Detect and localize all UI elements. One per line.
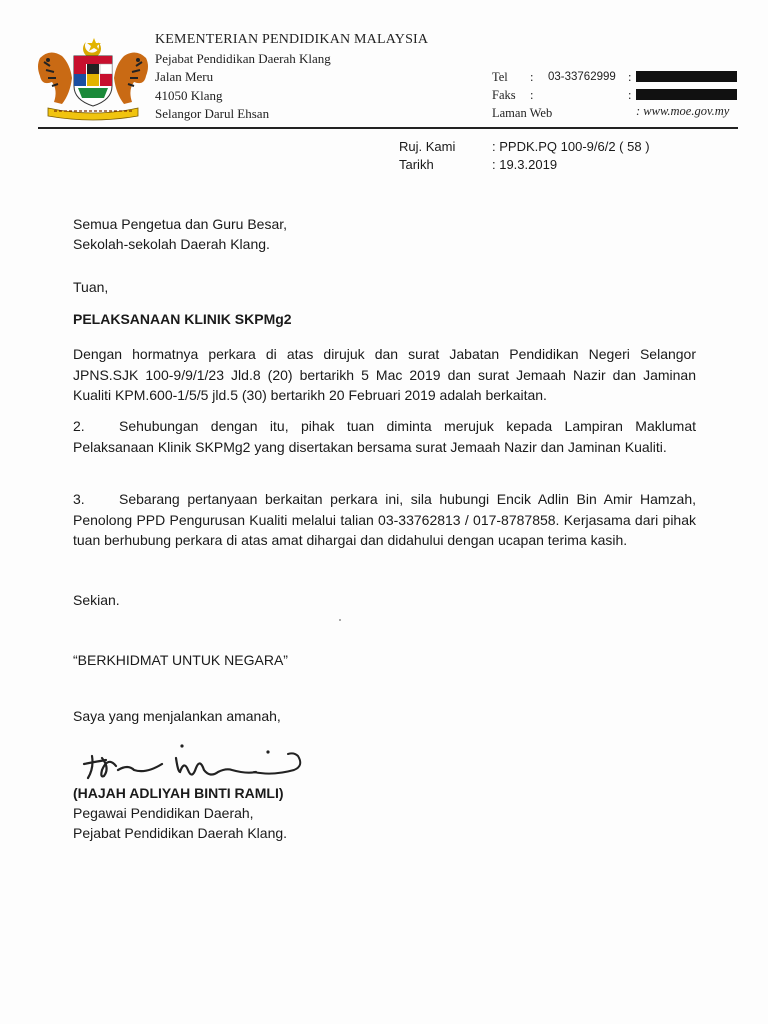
ruj-label: Ruj. Kami [399,139,456,154]
fax-label: Faks [492,88,516,102]
signatory-name: (HAJAH ADLIYAH BINTI RAMLI) [73,785,284,801]
letterhead-address [155,31,428,124]
office-name: Pejabat Pendidikan Daerah Klang [155,50,331,66]
fax-separator-2: : [628,88,632,102]
paragraph-1: Dengan hormatnya perkara di atas dirujuk dan surat Jabatan Pendidikan Negeri Selangor JPNS.SJK 100-9/9/1/23 Jld.8 (20) bertarikh 5 Mac 2019 dan surat Jemaah Nazir dan Jaminan Kualiti KPM.600-1/5/5 jld.5 (30) bertarikh 20 Februari 2019 adalah berkaitan. [73,346,696,403]
recipient [73,214,287,254]
redaction-bar [636,89,737,100]
signatory-office: Pejabat Pendidikan Daerah Klang. [73,825,288,841]
paragraph-2-text: Sehubungan dengan itu, pihak tuan diminta merujuk kepada Lampiran Maklumat Pelaksanaan Klinik SKPMg2 yang disertakan bersama surat Jemaah Nazir dan Jaminan Kualiti. [73,418,696,455]
paragraph-2 [73,416,696,457]
contact-separators [530,68,533,104]
contact-separators-2 [628,68,631,104]
tel-separator-2: : [628,70,632,84]
paragraph-2-number: 2. [73,418,85,434]
contact-values [548,68,616,86]
handwritten-signature [78,742,318,786]
signatory-title: Pegawai Pendidikan Daerah, [73,805,254,821]
reference-labels [399,138,455,174]
scan-speck [339,619,341,621]
contact-labels [492,68,552,122]
website [636,104,729,119]
coat-of-arms-icon [34,36,152,122]
tarikh-value: : 19.3.2019 [492,157,558,172]
subject-heading: PELAKSANAAN KLINIK SKPMg2 [73,311,292,327]
paragraph-3 [73,489,696,551]
web-separator: : [636,104,641,118]
web-label: Laman Web [492,106,553,120]
paragraph-3-text: Sebarang pertanyaan berkaitan perkara ini, sila hubungi Encik Adlin Bin Amir Hamzah, Penolong PPD Pengurusan Kualiti melalui talian 03-33762813 / 017-8787858. Kerjasama dari pihak tuan berhubung perkara di atas amat dihargai dan didahului dengan ucapan terima kasih. [73,491,696,548]
tel-value: 03-33762999 [548,71,616,83]
redaction-bar [636,71,737,82]
paragraph-3-number: 3. [73,491,85,507]
address-line-1: Jalan Meru [155,69,214,84]
motto: “BERKHIDMAT UNTUK NEGARA” [73,652,288,668]
tarikh-label: Tarikh [399,157,434,172]
ruj-value: : PPDK.PQ 100-9/6/2 ( 58 ) [492,139,650,154]
closing: Sekian. [73,592,120,608]
web-value: www.moe.gov.my [643,104,730,118]
salutation: Tuan, [73,279,109,295]
tel-separator: : [530,70,534,84]
tel-label: Tel [492,70,508,84]
sign-off: Saya yang menjalankan amanah, [73,708,281,724]
recipient-line-1: Semua Pengetua dan Guru Besar, [73,216,288,232]
ministry-name: KEMENTERIAN PENDIDIKAN MALAYSIA [155,32,429,47]
signatory-block [73,783,287,843]
reference-values [492,138,650,174]
letterhead-divider [38,127,738,129]
fax-separator: : [530,88,534,102]
address-line-3: Selangor Darul Ehsan [155,106,270,121]
address-line-2: 41050 Klang [155,87,223,103]
recipient-line-2: Sekolah-sekolah Daerah Klang. [73,236,270,252]
